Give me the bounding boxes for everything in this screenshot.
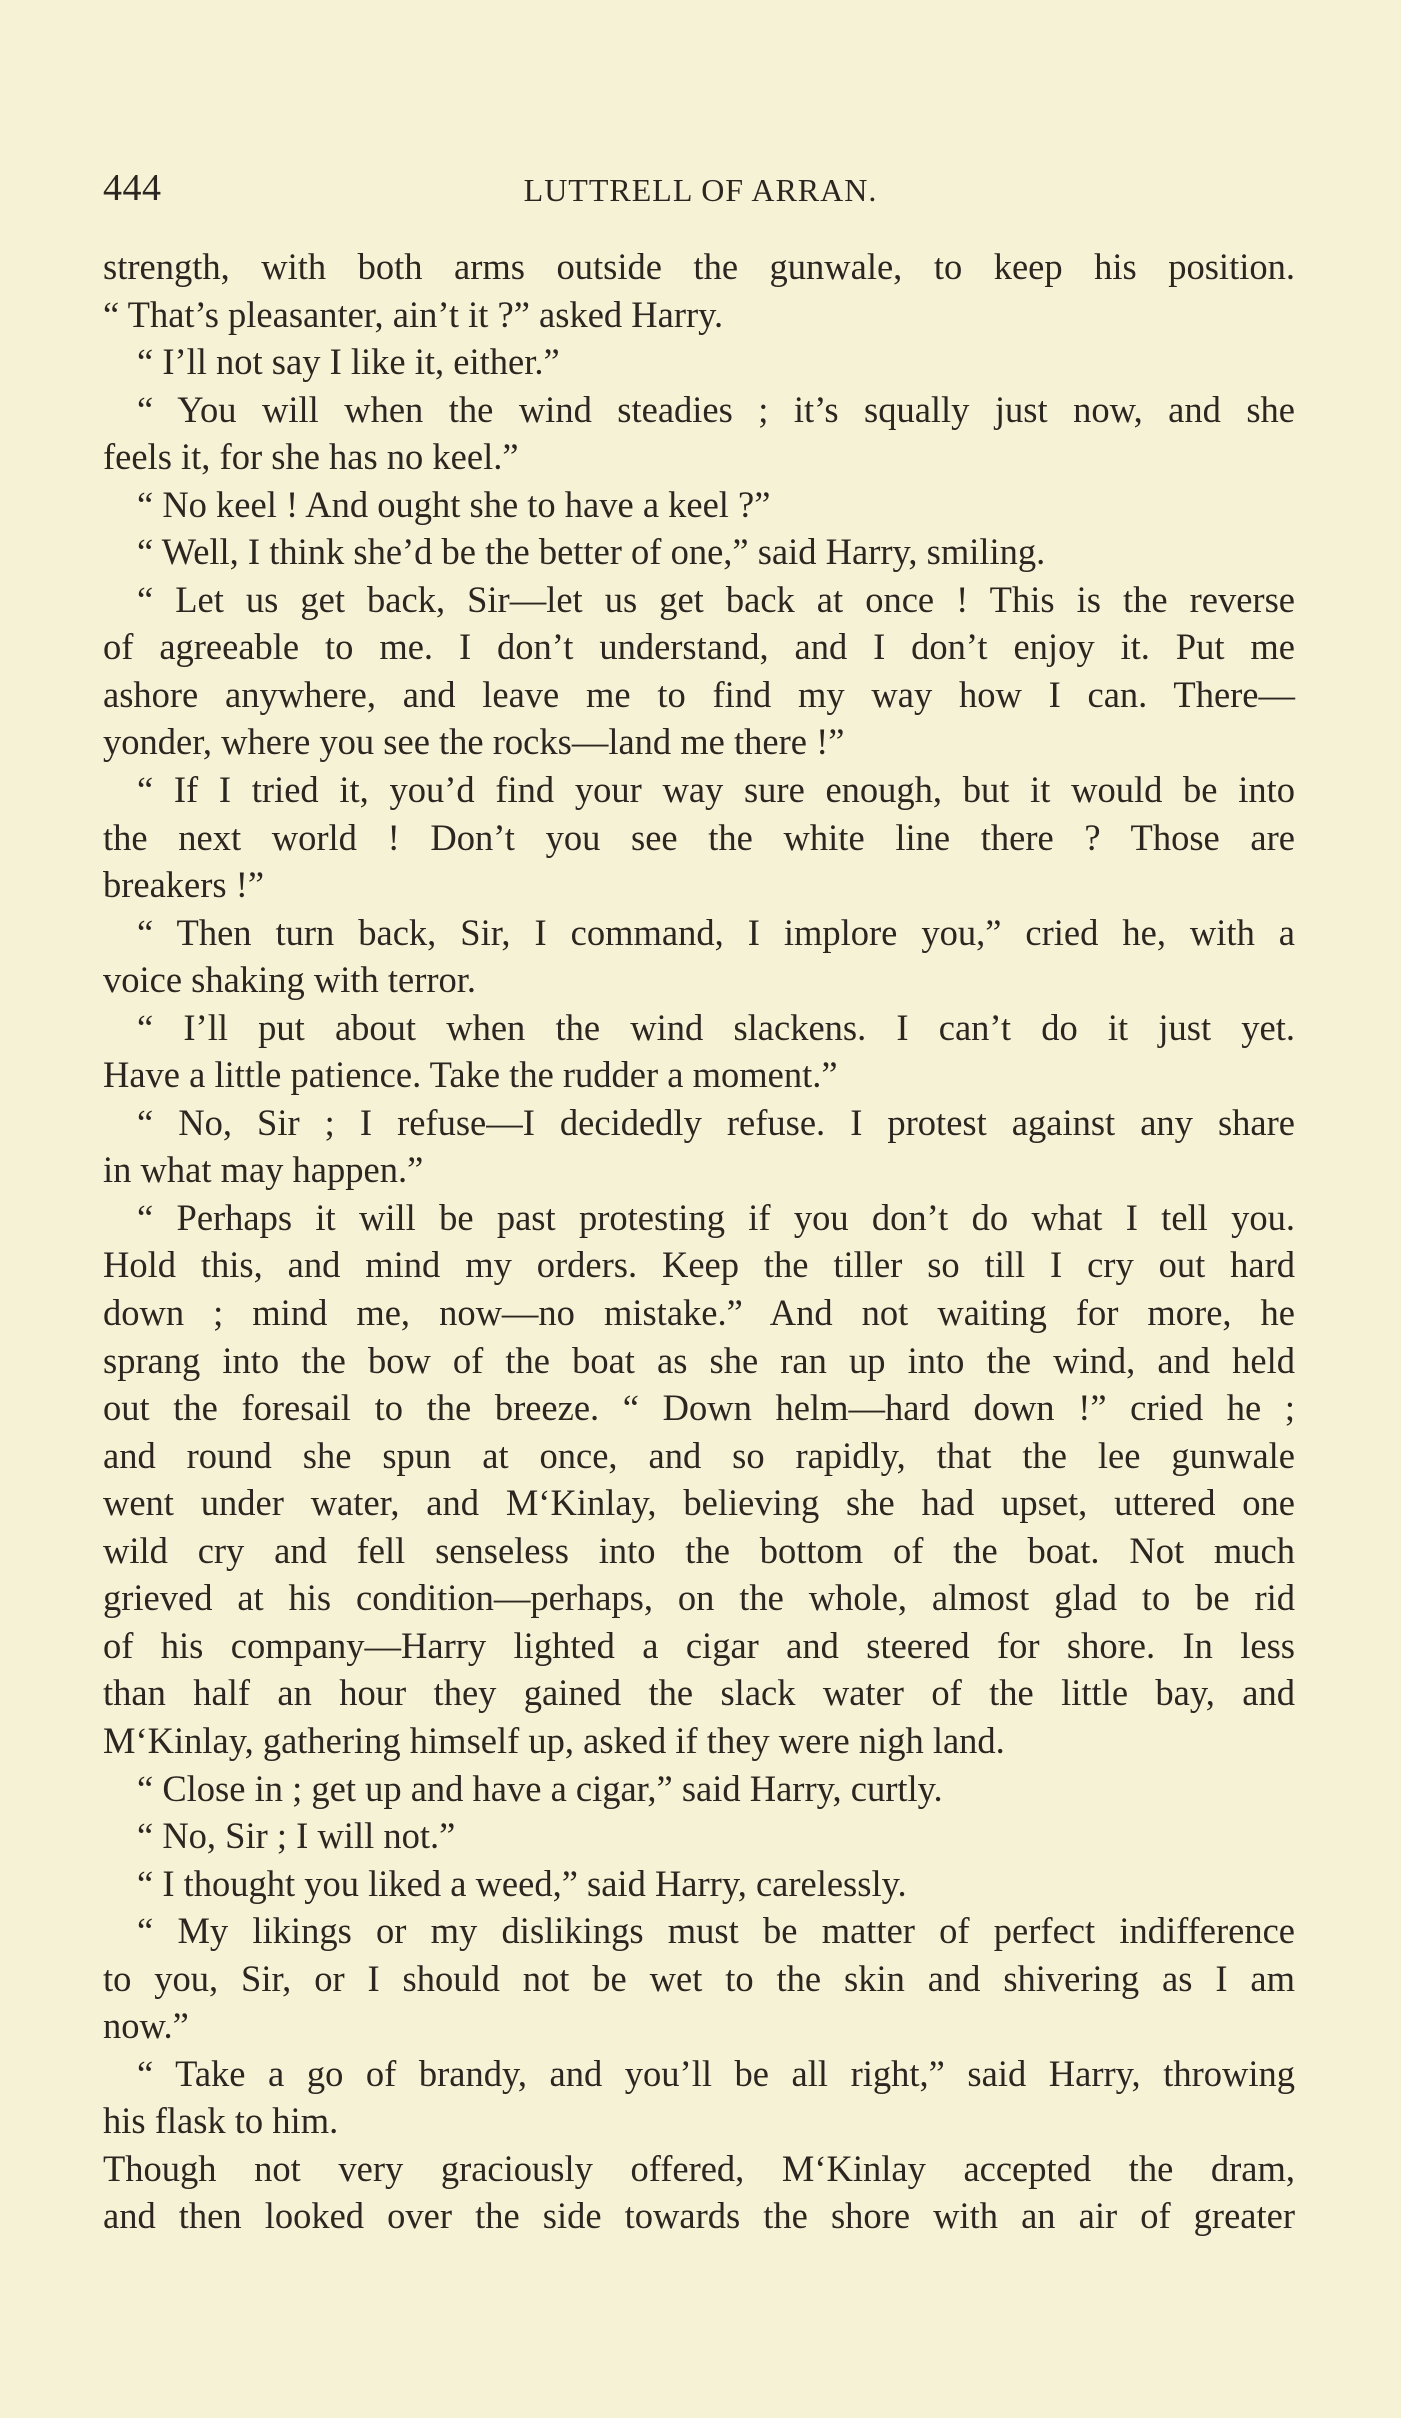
text-line: Though not very graciously offered, M‘Kinlay accepted the dram, [103, 2147, 1295, 2189]
text-line: voice shaking with terror. [103, 959, 477, 1001]
page-body-text [103, 243, 1295, 2240]
text-line: “ You will when the wind steadies ; it’s squally just now, and she [137, 388, 1295, 430]
text-line: ashore anywhere, and leave me to find my way how I can. There— [103, 673, 1295, 715]
text-line: out the foresail to the breeze. “ Down helm—hard down !” cried he ; [103, 1387, 1295, 1429]
text-line: and then looked over the side towards the shore with an air of greater [103, 2195, 1295, 2237]
text-line: grieved at his condition—perhaps, on the whole, almost glad to be rid [103, 1577, 1295, 1619]
text-line: “ My likings or my dislikings must be matter of perfect indifference [137, 1910, 1295, 1952]
text-line: “ If I tried it, you’d find your way sure enough, but it would be into [137, 769, 1295, 811]
text-line: “ Close in ; get up and have a cigar,” said Harry, curtly. [137, 1767, 943, 1809]
text-line: than half an hour they gained the slack water of the little bay, and [103, 1672, 1295, 1714]
text-line: went under water, and M‘Kinlay, believing she had upset, uttered one [103, 1482, 1295, 1524]
text-line: Have a little patience. Take the rudder a moment.” [103, 1054, 838, 1096]
text-line: “ Take a go of brandy, and you’ll be all right,” said Harry, throwing [137, 2052, 1295, 2094]
text-line: “ That’s pleasanter, ain’t it ?” asked Harry. [103, 293, 724, 335]
running-title: LUTTRELL OF ARRAN. [523, 172, 878, 208]
text-line: “ No, Sir ; I refuse—I decidedly refuse. I protest against any share [137, 1101, 1295, 1143]
text-line: “ I’ll not say I like it, either.” [137, 341, 560, 383]
text-line: M‘Kinlay, gathering himself up, asked if they were nigh land. [103, 1719, 1005, 1761]
text-line: sprang into the bow of the boat as she ran up into the wind, and held [103, 1339, 1295, 1381]
text-line: in what may happen.” [103, 1149, 424, 1191]
text-line: and round she spun at once, and so rapidly, that the lee gunwale [103, 1434, 1295, 1476]
text-line: “ Well, I think she’d be the better of one,” said Harry, smiling. [137, 531, 1046, 573]
text-line: “ I’ll put about when the wind slackens. I can’t do it just yet. [137, 1006, 1295, 1048]
text-line: of agreeable to me. I don’t understand, and I don’t enjoy it. Put me [103, 626, 1295, 668]
text-line: his flask to him. [103, 2100, 339, 2142]
text-line: down ; mind me, now—no mistake.” And not waiting for more, he [103, 1292, 1295, 1334]
text-line: Hold this, and mind my orders. Keep the tiller so till I cry out hard [103, 1244, 1295, 1286]
text-line: “ Perhaps it will be past protesting if you don’t do what I tell you. [137, 1196, 1295, 1238]
text-line: to you, Sir, or I should not be wet to the skin and shivering as I am [103, 1957, 1295, 1999]
text-line: wild cry and fell senseless into the bottom of the boat. Not much [103, 1529, 1295, 1571]
text-line: “ Then turn back, Sir, I command, I implore you,” cried he, with a [137, 911, 1295, 953]
text-line: of his company—Harry lighted a cigar and steered for shore. In less [103, 1624, 1295, 1666]
text-line: “ No, Sir ; I will not.” [137, 1815, 456, 1857]
text-line: yonder, where you see the rocks—land me there !” [103, 721, 845, 763]
text-line: feels it, for she has no keel.” [103, 436, 519, 478]
text-line: “ I thought you liked a weed,” said Harry, carelessly. [137, 1862, 907, 1904]
text-line: strength, with both arms outside the gunwale, to keep his position. [103, 246, 1295, 287]
text-line: “ No keel ! And ought she to have a keel ?” [137, 483, 771, 525]
page-number: 444 [103, 167, 162, 209]
text-line: “ Let us get back, Sir—let us get back at once ! This is the reverse [137, 578, 1295, 620]
text-line: breakers !” [103, 864, 265, 906]
text-line: now.” [103, 2005, 189, 2047]
text-line: the next world ! Don’t you see the white line there ? Those are [103, 816, 1295, 858]
